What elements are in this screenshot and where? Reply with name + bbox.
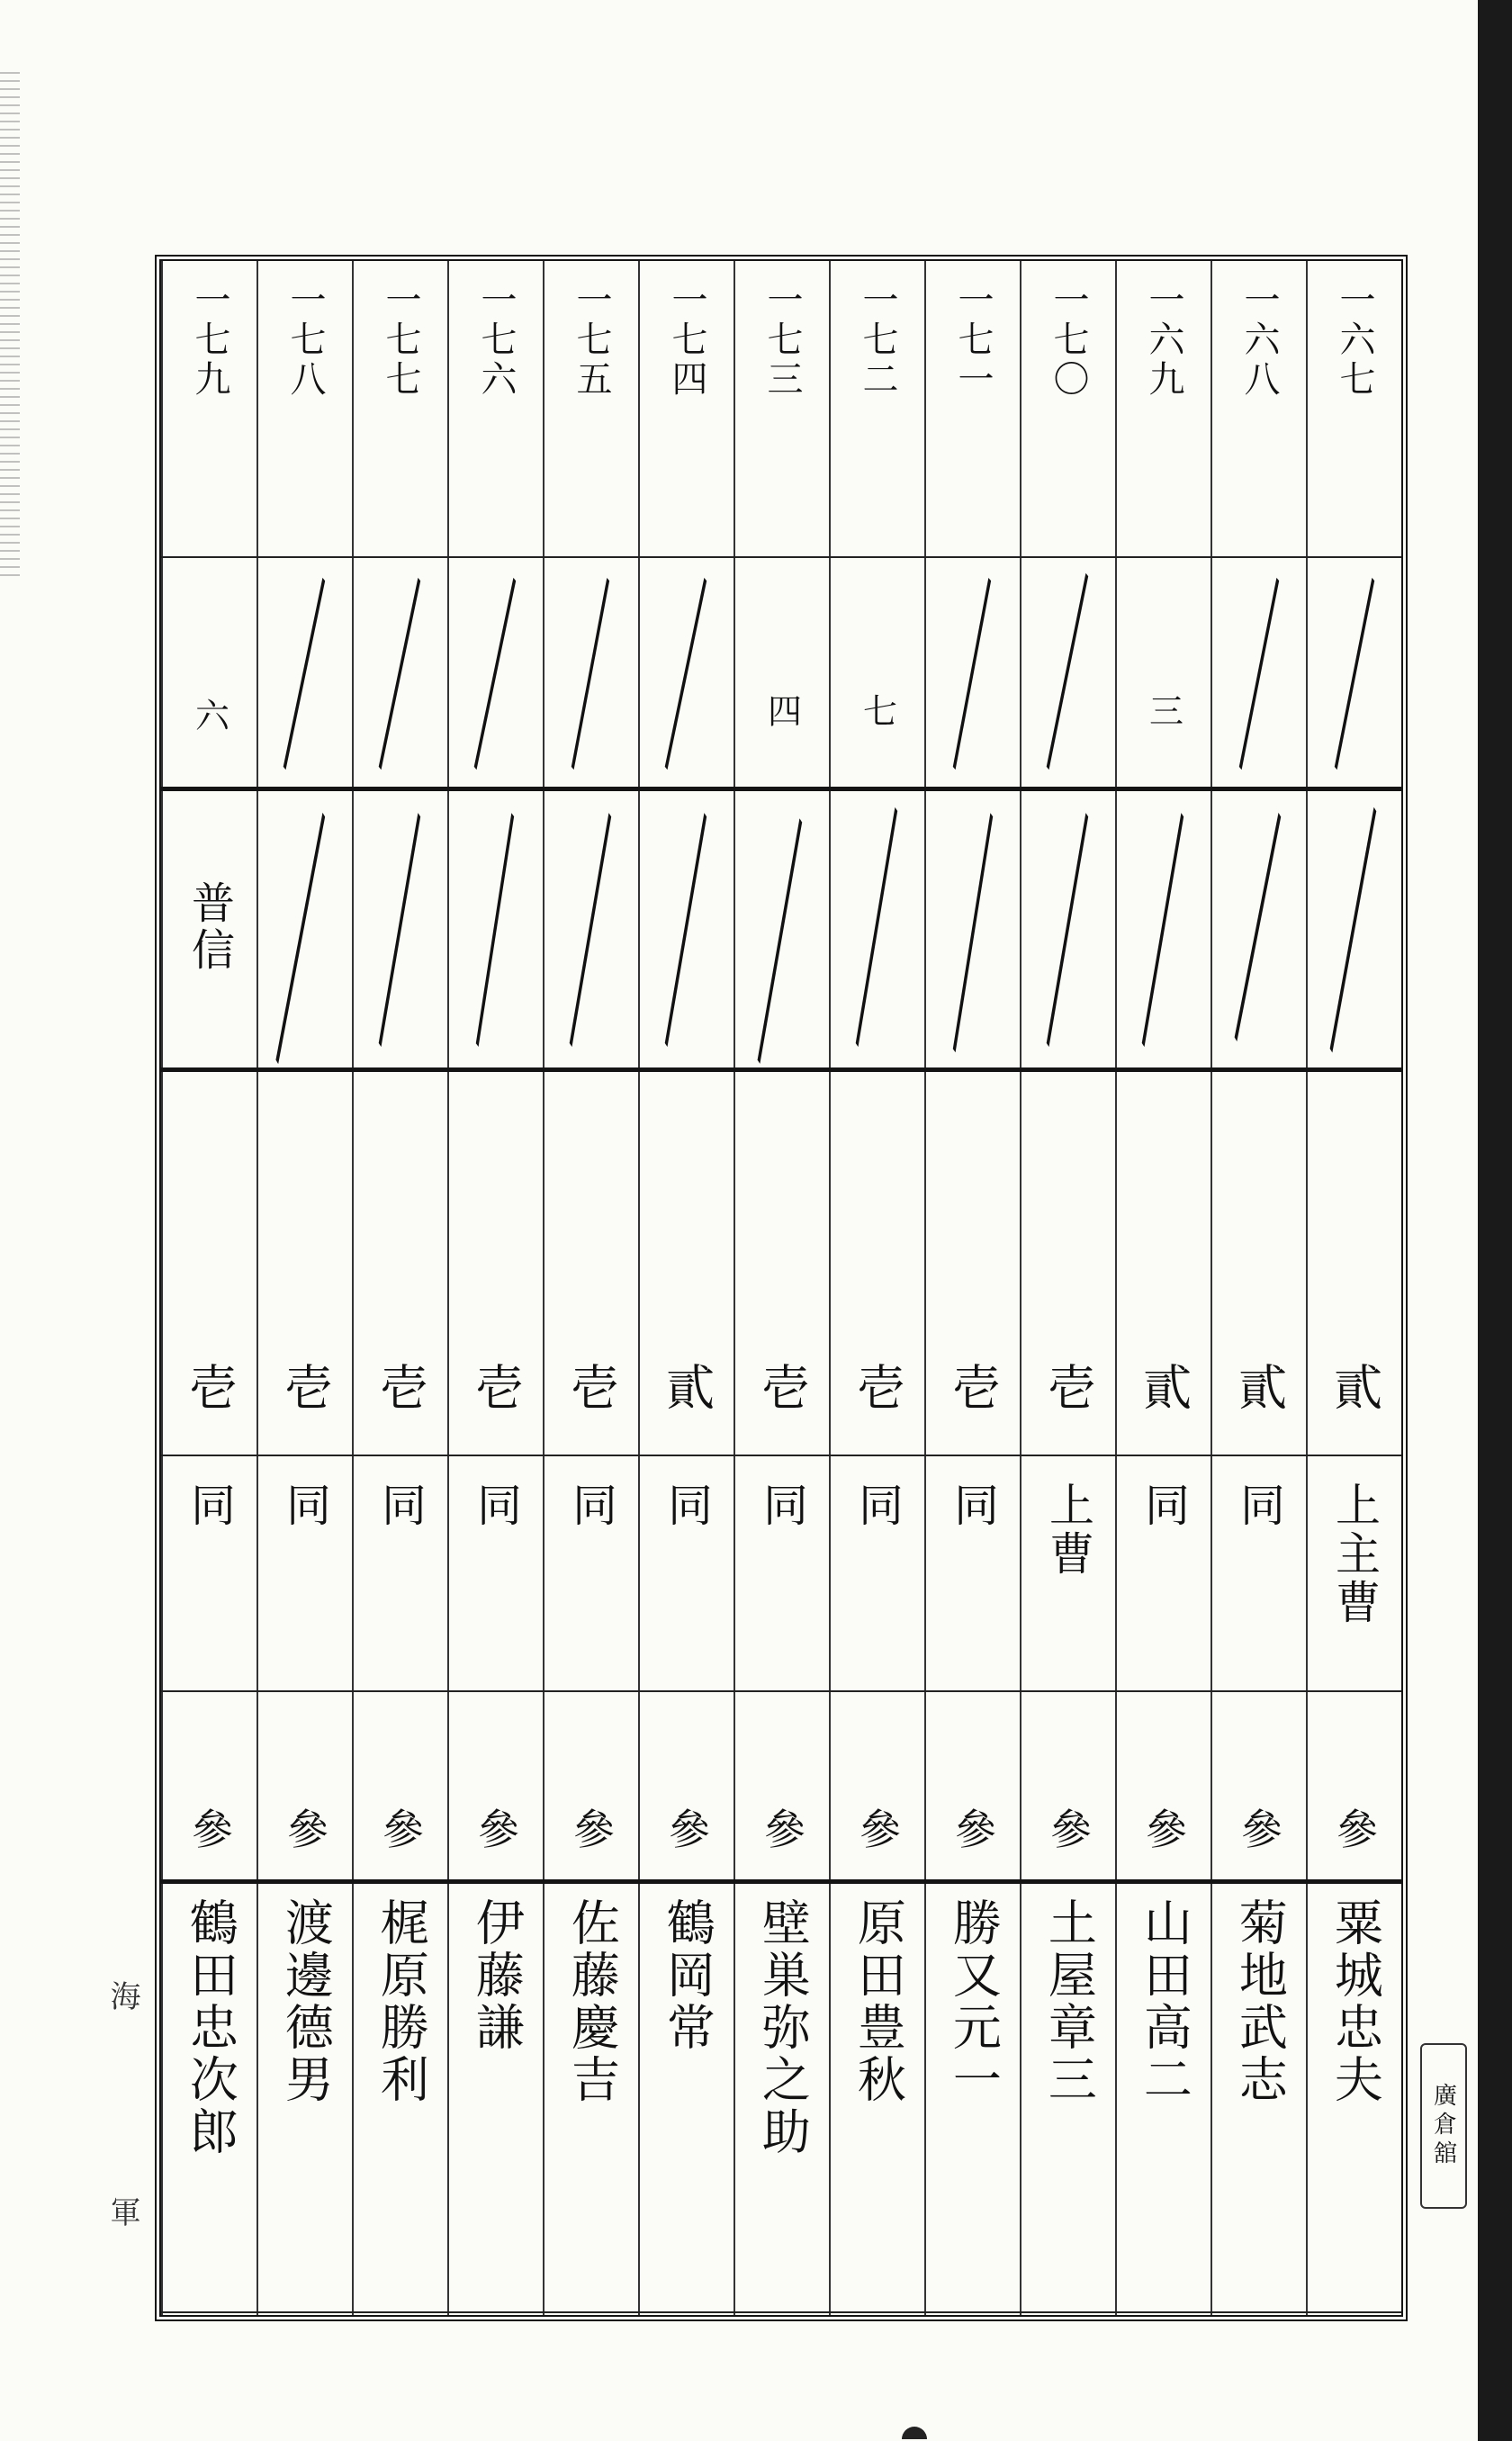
ledger-column [1115,261,1210,2315]
row-divider [161,787,1401,791]
ledger-column [924,261,1020,2315]
slash-mark [831,787,924,1067]
class: 參 [281,1807,329,1852]
record-cell [1308,556,1401,787]
slash-mark [1212,787,1306,1067]
class: 參 [1235,1807,1283,1852]
record-cell [1308,787,1401,1067]
record-cell [1212,556,1306,787]
grade: 貳 [658,1362,716,1414]
grade: 貳 [1326,1362,1383,1414]
rank: 同 [470,1482,522,1530]
slash-mark [1308,787,1401,1067]
record-cell [544,787,638,1067]
entry-number: 一六七 [1334,281,1375,400]
record-cell [544,556,638,787]
record-cell: 三 [1143,693,1184,731]
slash-mark [449,787,543,1067]
class: 參 [662,1807,711,1852]
record-cell [640,556,734,787]
rank: 上主曹 [1328,1482,1381,1627]
class: 參 [376,1807,425,1852]
row-divider [161,1067,1401,1072]
slash-mark [640,556,734,787]
record-cell [258,556,352,787]
entry-number: 一七三 [761,281,803,400]
ledger-column [161,261,256,2315]
entry-number: 一七四 [666,281,707,400]
person-name: 山田高二 [1136,1897,1193,2106]
ledger-column [638,261,734,2315]
person-name: 壁巣弥之助 [754,1897,812,2158]
class: 參 [472,1807,520,1852]
slash-mark [544,787,638,1067]
rank: 同 [947,1482,999,1530]
margin-char-bottom: 軍 [104,2196,140,2227]
rank: 同 [374,1482,427,1530]
class: 參 [1330,1807,1379,1852]
ledger-column [1020,261,1115,2315]
grade: 壱 [467,1362,525,1414]
rank: 同 [184,1482,236,1530]
class: 參 [567,1807,616,1852]
slash-mark [1022,787,1115,1067]
slash-mark [735,787,829,1067]
slash-mark [1308,556,1401,787]
entry-number: 一七五 [571,281,612,400]
record-cell: 普信 [184,880,235,974]
rank: 同 [1233,1482,1285,1530]
person-name: 菊地武志 [1231,1897,1289,2106]
entry-number: 一七六 [475,281,517,400]
slash-mark [354,556,447,787]
entry-number: 一七〇 [1048,281,1089,400]
grade: 壱 [944,1362,1002,1414]
grade: 壱 [849,1362,906,1414]
row-divider [161,1455,1401,1456]
record-cell [640,787,734,1067]
record-cell [926,556,1020,787]
record-cell [1022,556,1115,787]
record-cell [831,787,924,1067]
binding-mark [902,2427,927,2439]
person-name: 佐藤慶吉 [563,1897,621,2106]
grade: 貳 [1135,1362,1192,1414]
scan-edge [1478,0,1512,2441]
person-name: 伊藤謙 [468,1897,526,2054]
slash-mark [1212,556,1306,787]
class: 參 [1044,1807,1093,1852]
person-name: 鶴田忠次郎 [182,1897,239,2158]
ledger-column [543,261,638,2315]
row-divider [161,556,1401,558]
binding-holes [0,72,20,576]
class: 參 [949,1807,997,1852]
grade: 壱 [562,1362,620,1414]
record-cell [1117,787,1210,1067]
class: 參 [758,1807,806,1852]
record-cell [1022,787,1115,1067]
ledger-column [1210,261,1306,2315]
slash-mark [1022,556,1115,787]
person-name: 梶原勝利 [373,1897,430,2106]
record-cell: 六 [189,698,230,735]
rank: 上曹 [1042,1482,1094,1579]
rank: 同 [756,1482,808,1530]
slash-mark [640,787,734,1067]
record-cell [1212,787,1306,1067]
grade: 壱 [372,1362,429,1414]
entry-number: 一七一 [952,281,994,400]
class: 參 [185,1807,234,1852]
entry-number: 一七二 [857,281,898,400]
person-name: 土屋章三 [1040,1897,1098,2106]
rank: 同 [851,1482,904,1530]
rank: 同 [1138,1482,1190,1530]
slash-mark [258,787,352,1067]
grade: 壱 [1040,1362,1097,1414]
rank: 同 [565,1482,617,1530]
class: 參 [1139,1807,1188,1852]
record-cell [735,787,829,1067]
slash-mark [354,787,447,1067]
slash-mark [1117,787,1210,1067]
ledger-column [734,261,829,2315]
record-cell [354,787,447,1067]
ledger-column [829,261,924,2315]
record-cell [449,787,543,1067]
stamp-text: 廣倉舘 [1429,2083,1457,2169]
entry-number: 一六八 [1238,281,1280,400]
person-name: 勝又元一 [945,1897,1003,2106]
slash-mark [449,556,543,787]
slash-mark [258,556,352,787]
entry-number: 一六九 [1143,281,1184,400]
entry-number: 一七八 [284,281,326,400]
row-divider [161,1879,1401,1884]
person-name: 鶴岡常 [659,1897,716,2054]
record-cell [926,787,1020,1067]
ledger-column [256,261,352,2315]
margin-char-top: 海 [104,1980,140,2011]
person-name: 粟城忠夫 [1327,1897,1384,2106]
entry-number: 一七九 [189,281,230,400]
grade: 壱 [181,1362,238,1414]
slash-mark [544,556,638,787]
slash-mark [926,787,1020,1067]
record-cell: 七 [857,693,897,731]
entry-number: 一七七 [380,281,421,400]
person-name: 渡邊德男 [277,1897,335,2106]
row-divider [161,2311,1401,2313]
grade: 貳 [1230,1362,1288,1414]
person-name: 原田豊秋 [850,1897,907,2106]
grade: 壱 [753,1362,811,1414]
record-cell: 四 [761,693,802,731]
record-cell [449,556,543,787]
rank: 同 [661,1482,713,1530]
ledger-column [352,261,447,2315]
record-cell [354,556,447,787]
rank: 同 [279,1482,331,1530]
ledger-column [1306,261,1401,2315]
class: 參 [853,1807,902,1852]
ledger-column [447,261,543,2315]
slash-mark [926,556,1020,787]
ledger-table [155,255,1408,2321]
row-divider [161,1690,1401,1692]
seal-stamp [1420,2043,1467,2209]
record-cell [258,787,352,1067]
grade: 壱 [276,1362,334,1414]
